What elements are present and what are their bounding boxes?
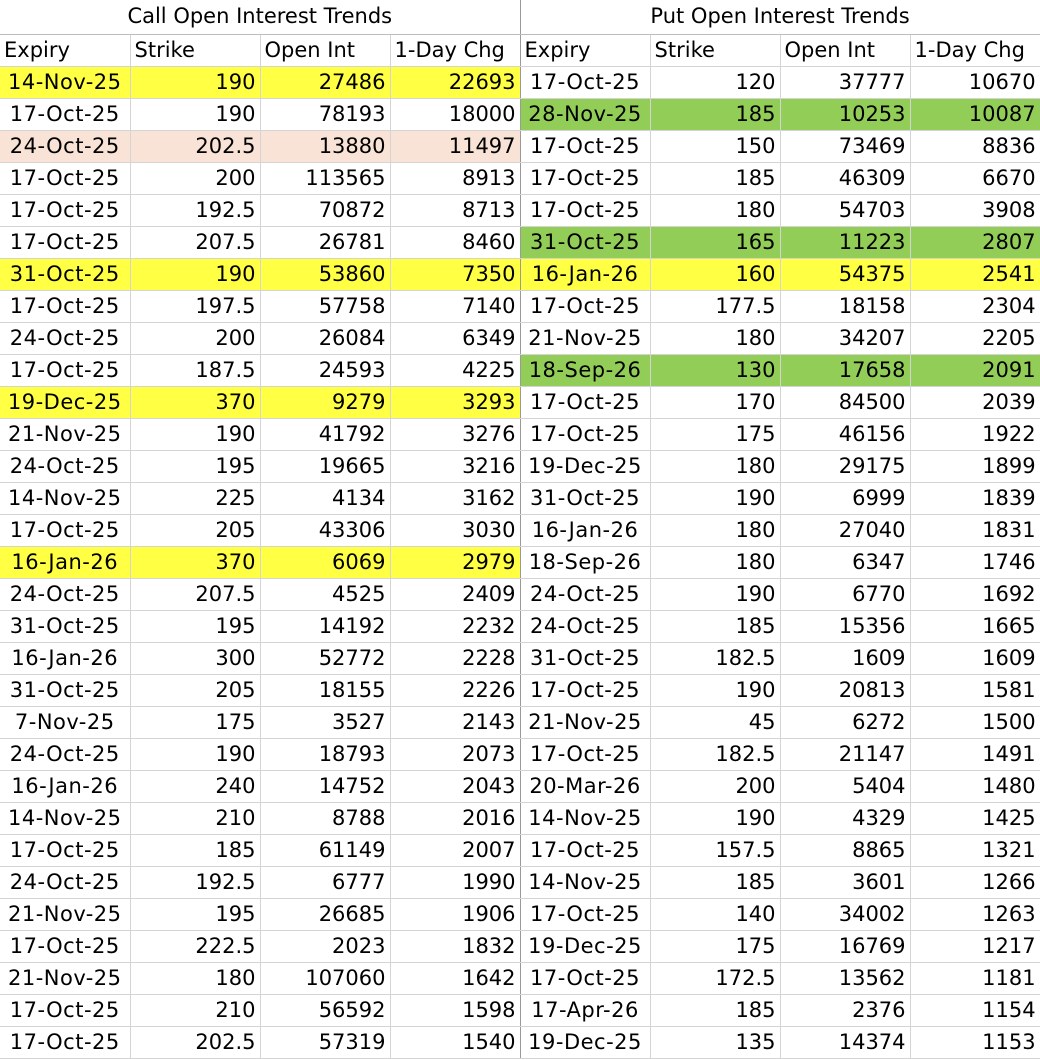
call-expiry-header[interactable]: Expiry — [0, 34, 130, 66]
put-chg-cell[interactable]: 2304 — [910, 290, 1040, 322]
call-chg-cell[interactable]: 7350 — [390, 258, 520, 290]
table-row — [0, 770, 1040, 802]
put-open-int-cell[interactable]: 11223 — [780, 226, 910, 258]
table-row — [0, 738, 1040, 770]
put-expiry-cell[interactable]: 17-Oct-25 — [520, 66, 650, 98]
table-row — [0, 674, 1040, 706]
call-expiry-cell[interactable]: 17-Oct-25 — [0, 514, 130, 546]
table-row — [0, 290, 1040, 322]
put-open-int-cell[interactable]: 1609 — [780, 642, 910, 674]
put-open-int-cell[interactable]: 27040 — [780, 514, 910, 546]
table-row — [0, 866, 1040, 898]
call-open-int-cell[interactable]: 13880 — [260, 130, 390, 162]
put-chg-cell[interactable]: 10087 — [910, 98, 1040, 130]
call-open-int-cell[interactable]: 8788 — [260, 802, 390, 834]
put-open-int-cell[interactable]: 73469 — [780, 130, 910, 162]
call-expiry-cell[interactable]: 7-Nov-25 — [0, 706, 130, 738]
put-strike-cell[interactable]: 180 — [650, 514, 780, 546]
call-open-int-cell[interactable]: 70872 — [260, 194, 390, 226]
put-expiry-header[interactable]: Expiry — [520, 34, 650, 66]
put-open-int-cell[interactable]: 6272 — [780, 706, 910, 738]
table-row — [0, 706, 1040, 738]
call-expiry-cell[interactable]: 19-Dec-25 — [0, 386, 130, 418]
put-open-int-cell[interactable]: 17658 — [780, 354, 910, 386]
table-row — [0, 546, 1040, 578]
put-strike-cell[interactable]: 150 — [650, 130, 780, 162]
put-strike-cell[interactable]: 185 — [650, 98, 780, 130]
put-expiry-cell[interactable]: 16-Jan-26 — [520, 514, 650, 546]
put-expiry-cell[interactable]: 14-Nov-25 — [520, 802, 650, 834]
put-chg-cell[interactable]: 1153 — [910, 1026, 1040, 1058]
put-strike-cell[interactable]: 140 — [650, 898, 780, 930]
put-chg-cell[interactable]: 6670 — [910, 162, 1040, 194]
put-open-int-cell[interactable]: 21147 — [780, 738, 910, 770]
call-chg-cell[interactable]: 2979 — [390, 546, 520, 578]
put-open-int-cell[interactable]: 15356 — [780, 610, 910, 642]
call-expiry-cell[interactable]: 17-Oct-25 — [0, 162, 130, 194]
call-strike-cell[interactable]: 225 — [130, 482, 260, 514]
put-open-int-cell[interactable]: 46156 — [780, 418, 910, 450]
put-open-int-cell[interactable]: 29175 — [780, 450, 910, 482]
call-open-int-cell[interactable]: 78193 — [260, 98, 390, 130]
call-chg-cell[interactable]: 2007 — [390, 834, 520, 866]
put-open-int-cell[interactable]: 34207 — [780, 322, 910, 354]
put-expiry-cell[interactable]: 24-Oct-25 — [520, 578, 650, 610]
call-strike-cell[interactable]: 190 — [130, 258, 260, 290]
call-strike-cell[interactable]: 207.5 — [130, 578, 260, 610]
table-row — [0, 962, 1040, 994]
call-expiry-cell[interactable]: 24-Oct-25 — [0, 578, 130, 610]
put-open-int-cell[interactable]: 84500 — [780, 386, 910, 418]
put-chg-cell[interactable]: 2807 — [910, 226, 1040, 258]
table-row — [0, 66, 1040, 98]
put-chg-cell[interactable]: 1899 — [910, 450, 1040, 482]
put-strike-cell[interactable]: 177.5 — [650, 290, 780, 322]
call-expiry-cell[interactable]: 24-Oct-25 — [0, 738, 130, 770]
call-strike-cell[interactable]: 240 — [130, 770, 260, 802]
put-expiry-cell[interactable]: 28-Nov-25 — [520, 98, 650, 130]
put-chg-cell[interactable]: 1480 — [910, 770, 1040, 802]
put-expiry-cell[interactable]: 31-Oct-25 — [520, 226, 650, 258]
table-row — [0, 994, 1040, 1026]
call-strike-cell[interactable]: 195 — [130, 898, 260, 930]
put-expiry-cell[interactable]: 17-Oct-25 — [520, 162, 650, 194]
put-strike-cell[interactable]: 200 — [650, 770, 780, 802]
call-strike-cell[interactable]: 192.5 — [130, 194, 260, 226]
put-strike-cell[interactable]: 172.5 — [650, 962, 780, 994]
call-strike-cell[interactable]: 195 — [130, 610, 260, 642]
call-expiry-cell[interactable]: 21-Nov-25 — [0, 898, 130, 930]
put-expiry-cell[interactable]: 17-Oct-25 — [520, 418, 650, 450]
call-open-int-cell[interactable]: 27486 — [260, 66, 390, 98]
call-chg-cell[interactable]: 7140 — [390, 290, 520, 322]
put-strike-cell[interactable]: 185 — [650, 866, 780, 898]
put-strike-cell[interactable]: 175 — [650, 930, 780, 962]
call-expiry-cell[interactable]: 17-Oct-25 — [0, 226, 130, 258]
call-expiry-cell[interactable]: 24-Oct-25 — [0, 866, 130, 898]
put-chg-cell[interactable]: 1425 — [910, 802, 1040, 834]
table-row — [0, 226, 1040, 258]
table-row — [0, 98, 1040, 130]
put-chg-cell[interactable]: 1500 — [910, 706, 1040, 738]
call-chg-cell[interactable]: 2409 — [390, 578, 520, 610]
call-expiry-cell[interactable]: 16-Jan-26 — [0, 770, 130, 802]
call-expiry-cell[interactable]: 21-Nov-25 — [0, 418, 130, 450]
table-row — [0, 194, 1040, 226]
call-expiry-cell[interactable]: 31-Oct-25 — [0, 258, 130, 290]
table-row — [0, 258, 1040, 290]
put-chg-cell[interactable]: 1491 — [910, 738, 1040, 770]
call-expiry-cell[interactable]: 24-Oct-25 — [0, 130, 130, 162]
call-chg-cell[interactable]: 1598 — [390, 994, 520, 1026]
put-expiry-cell[interactable]: 19-Dec-25 — [520, 450, 650, 482]
call-open-int-cell[interactable]: 56592 — [260, 994, 390, 1026]
put-strike-cell[interactable]: 160 — [650, 258, 780, 290]
call-strike-cell[interactable]: 195 — [130, 450, 260, 482]
call-chg-cell[interactable]: 18000 — [390, 98, 520, 130]
call-expiry-cell[interactable]: 16-Jan-26 — [0, 642, 130, 674]
put-chg-cell[interactable]: 8836 — [910, 130, 1040, 162]
call-open-int-cell[interactable]: 18793 — [260, 738, 390, 770]
put-strike-cell[interactable]: 182.5 — [650, 738, 780, 770]
put-expiry-cell[interactable]: 17-Oct-25 — [520, 962, 650, 994]
put-expiry-cell[interactable]: 14-Nov-25 — [520, 866, 650, 898]
call-expiry-cell[interactable]: 17-Oct-25 — [0, 834, 130, 866]
call-chg-cell[interactable]: 3293 — [390, 386, 520, 418]
call-open-int-cell[interactable]: 26685 — [260, 898, 390, 930]
put-strike-cell[interactable]: 120 — [650, 66, 780, 98]
column-header-row — [0, 34, 1040, 66]
put-open-int-cell[interactable]: 37777 — [780, 66, 910, 98]
call-chg-cell[interactable]: 2043 — [390, 770, 520, 802]
call-chg-cell[interactable]: 3276 — [390, 418, 520, 450]
table-row — [0, 834, 1040, 866]
call-chg-cell[interactable]: 1906 — [390, 898, 520, 930]
table-row — [0, 354, 1040, 386]
call-open-int-cell[interactable]: 6777 — [260, 866, 390, 898]
call-chg-header[interactable]: 1-Day Chg — [390, 34, 520, 66]
call-chg-cell[interactable]: 2232 — [390, 610, 520, 642]
table-row — [0, 130, 1040, 162]
call-chg-cell[interactable]: 6349 — [390, 322, 520, 354]
call-open-int-cell[interactable]: 26084 — [260, 322, 390, 354]
call-chg-cell[interactable]: 2073 — [390, 738, 520, 770]
put-strike-cell[interactable]: 170 — [650, 386, 780, 418]
put-expiry-cell[interactable]: 17-Oct-25 — [520, 290, 650, 322]
call-open-int-cell[interactable]: 6069 — [260, 546, 390, 578]
put-chg-cell[interactable]: 1266 — [910, 866, 1040, 898]
put-open-int-header[interactable]: Open Int — [780, 34, 910, 66]
put-open-int-cell[interactable]: 34002 — [780, 898, 910, 930]
table-row — [0, 578, 1040, 610]
put-strike-cell[interactable]: 135 — [650, 1026, 780, 1058]
call-strike-cell[interactable]: 210 — [130, 802, 260, 834]
put-expiry-cell[interactable]: 24-Oct-25 — [520, 610, 650, 642]
put-chg-cell[interactable]: 1263 — [910, 898, 1040, 930]
call-strike-cell[interactable]: 190 — [130, 418, 260, 450]
put-expiry-cell[interactable]: 16-Jan-26 — [520, 258, 650, 290]
call-strike-cell[interactable]: 207.5 — [130, 226, 260, 258]
call-expiry-cell[interactable]: 17-Oct-25 — [0, 354, 130, 386]
call-strike-cell[interactable]: 192.5 — [130, 866, 260, 898]
call-open-int-header[interactable]: Open Int — [260, 34, 390, 66]
put-chg-cell[interactable]: 1831 — [910, 514, 1040, 546]
put-expiry-cell[interactable]: 31-Oct-25 — [520, 482, 650, 514]
put-open-int-cell[interactable]: 18158 — [780, 290, 910, 322]
put-open-int-cell[interactable]: 6347 — [780, 546, 910, 578]
put-chg-cell[interactable]: 1922 — [910, 418, 1040, 450]
put-expiry-cell[interactable]: 20-Mar-26 — [520, 770, 650, 802]
table-row — [0, 930, 1040, 962]
table-row — [0, 514, 1040, 546]
put-expiry-cell[interactable]: 17-Oct-25 — [520, 898, 650, 930]
put-chg-cell[interactable]: 1746 — [910, 546, 1040, 578]
call-strike-cell[interactable]: 300 — [130, 642, 260, 674]
put-chg-cell[interactable]: 1609 — [910, 642, 1040, 674]
put-open-int-cell[interactable]: 54703 — [780, 194, 910, 226]
table-row — [0, 450, 1040, 482]
call-chg-cell[interactable]: 2226 — [390, 674, 520, 706]
put-open-int-cell[interactable]: 4329 — [780, 802, 910, 834]
put-chg-cell[interactable]: 1181 — [910, 962, 1040, 994]
call-chg-cell[interactable]: 8460 — [390, 226, 520, 258]
call-expiry-cell[interactable]: 24-Oct-25 — [0, 322, 130, 354]
call-strike-cell[interactable]: 202.5 — [130, 130, 260, 162]
call-open-int-cell[interactable]: 107060 — [260, 962, 390, 994]
call-strike-cell[interactable]: 197.5 — [130, 290, 260, 322]
put-chg-cell[interactable]: 1665 — [910, 610, 1040, 642]
call-expiry-cell[interactable]: 31-Oct-25 — [0, 610, 130, 642]
put-chg-cell[interactable]: 3908 — [910, 194, 1040, 226]
put-chg-cell[interactable]: 2205 — [910, 322, 1040, 354]
table-row — [0, 898, 1040, 930]
call-open-int-cell[interactable]: 57319 — [260, 1026, 390, 1058]
put-strike-cell[interactable]: 190 — [650, 578, 780, 610]
table-row — [0, 642, 1040, 674]
call-open-int-cell[interactable]: 14192 — [260, 610, 390, 642]
put-strike-cell[interactable]: 157.5 — [650, 834, 780, 866]
table-row — [0, 482, 1040, 514]
put-strike-cell[interactable]: 185 — [650, 994, 780, 1026]
put-open-int-cell[interactable]: 8865 — [780, 834, 910, 866]
put-chg-cell[interactable]: 10670 — [910, 66, 1040, 98]
call-strike-header[interactable]: Strike — [130, 34, 260, 66]
call-open-int-cell[interactable]: 26781 — [260, 226, 390, 258]
call-strike-cell[interactable]: 185 — [130, 834, 260, 866]
call-expiry-cell[interactable]: 17-Oct-25 — [0, 290, 130, 322]
call-open-int-cell[interactable]: 24593 — [260, 354, 390, 386]
put-strike-header[interactable]: Strike — [650, 34, 780, 66]
table-body — [0, 66, 1040, 1058]
call-strike-cell[interactable]: 180 — [130, 962, 260, 994]
call-section-title[interactable]: Call Open Interest Trends — [0, 0, 520, 34]
put-open-int-cell[interactable]: 16769 — [780, 930, 910, 962]
put-strike-cell[interactable]: 180 — [650, 322, 780, 354]
call-chg-cell[interactable]: 8913 — [390, 162, 520, 194]
put-expiry-cell[interactable]: 17-Apr-26 — [520, 994, 650, 1026]
call-strike-cell[interactable]: 370 — [130, 386, 260, 418]
call-chg-cell[interactable]: 3162 — [390, 482, 520, 514]
put-expiry-cell[interactable]: 19-Dec-25 — [520, 930, 650, 962]
table-row — [0, 418, 1040, 450]
put-strike-cell[interactable]: 45 — [650, 706, 780, 738]
call-open-int-cell[interactable]: 14752 — [260, 770, 390, 802]
put-chg-cell[interactable]: 1321 — [910, 834, 1040, 866]
put-chg-cell[interactable]: 2091 — [910, 354, 1040, 386]
put-strike-cell[interactable]: 190 — [650, 674, 780, 706]
put-open-int-cell[interactable]: 6770 — [780, 578, 910, 610]
call-chg-cell[interactable]: 1540 — [390, 1026, 520, 1058]
call-chg-cell[interactable]: 3030 — [390, 514, 520, 546]
call-open-int-cell[interactable]: 52772 — [260, 642, 390, 674]
call-open-int-cell[interactable]: 41792 — [260, 418, 390, 450]
put-section-title[interactable]: Put Open Interest Trends — [520, 0, 1040, 34]
put-open-int-cell[interactable]: 20813 — [780, 674, 910, 706]
put-expiry-cell[interactable]: 17-Oct-25 — [520, 194, 650, 226]
call-strike-cell[interactable]: 187.5 — [130, 354, 260, 386]
put-chg-cell[interactable]: 1217 — [910, 930, 1040, 962]
call-open-int-cell[interactable]: 61149 — [260, 834, 390, 866]
table-row — [0, 610, 1040, 642]
put-open-int-cell[interactable]: 5404 — [780, 770, 910, 802]
put-open-int-cell[interactable]: 54375 — [780, 258, 910, 290]
call-strike-cell[interactable]: 205 — [130, 514, 260, 546]
put-chg-cell[interactable]: 1154 — [910, 994, 1040, 1026]
call-chg-cell[interactable]: 8713 — [390, 194, 520, 226]
put-strike-cell[interactable]: 130 — [650, 354, 780, 386]
put-strike-cell[interactable]: 180 — [650, 450, 780, 482]
put-chg-cell[interactable]: 2541 — [910, 258, 1040, 290]
put-strike-cell[interactable]: 180 — [650, 546, 780, 578]
put-chg-cell[interactable]: 2039 — [910, 386, 1040, 418]
put-strike-cell[interactable]: 180 — [650, 194, 780, 226]
put-open-int-cell[interactable]: 46309 — [780, 162, 910, 194]
put-expiry-cell[interactable]: 18-Sep-26 — [520, 546, 650, 578]
table-row — [0, 1026, 1040, 1058]
put-open-int-cell[interactable]: 13562 — [780, 962, 910, 994]
table-row — [0, 802, 1040, 834]
put-expiry-cell[interactable]: 17-Oct-25 — [520, 834, 650, 866]
put-strike-cell[interactable]: 182.5 — [650, 642, 780, 674]
put-chg-header[interactable]: 1-Day Chg — [910, 34, 1040, 66]
call-strike-cell[interactable]: 222.5 — [130, 930, 260, 962]
call-chg-cell[interactable]: 2228 — [390, 642, 520, 674]
call-expiry-cell[interactable]: 14-Nov-25 — [0, 66, 130, 98]
call-open-int-cell[interactable]: 19665 — [260, 450, 390, 482]
call-chg-cell[interactable]: 1642 — [390, 962, 520, 994]
call-strike-cell[interactable]: 202.5 — [130, 1026, 260, 1058]
call-open-int-cell[interactable]: 3527 — [260, 706, 390, 738]
call-expiry-cell[interactable]: 21-Nov-25 — [0, 962, 130, 994]
call-expiry-cell[interactable]: 14-Nov-25 — [0, 802, 130, 834]
call-strike-cell[interactable]: 200 — [130, 322, 260, 354]
put-strike-cell[interactable]: 190 — [650, 802, 780, 834]
call-strike-cell[interactable]: 205 — [130, 674, 260, 706]
put-strike-cell[interactable]: 185 — [650, 162, 780, 194]
section-title-row — [0, 0, 1040, 34]
put-chg-cell[interactable]: 1581 — [910, 674, 1040, 706]
put-expiry-cell[interactable]: 19-Dec-25 — [520, 1026, 650, 1058]
put-open-int-cell[interactable]: 6999 — [780, 482, 910, 514]
put-strike-cell[interactable]: 165 — [650, 226, 780, 258]
call-chg-cell[interactable]: 11497 — [390, 130, 520, 162]
call-strike-cell[interactable]: 210 — [130, 994, 260, 1026]
call-expiry-cell[interactable]: 17-Oct-25 — [0, 98, 130, 130]
put-expiry-cell[interactable]: 17-Oct-25 — [520, 386, 650, 418]
call-chg-cell[interactable]: 2143 — [390, 706, 520, 738]
call-chg-cell[interactable]: 1990 — [390, 866, 520, 898]
call-strike-cell[interactable]: 200 — [130, 162, 260, 194]
put-open-int-cell[interactable]: 14374 — [780, 1026, 910, 1058]
put-chg-cell[interactable]: 1839 — [910, 482, 1040, 514]
put-strike-cell[interactable]: 175 — [650, 418, 780, 450]
call-strike-cell[interactable]: 175 — [130, 706, 260, 738]
call-open-int-cell[interactable]: 9279 — [260, 386, 390, 418]
call-expiry-cell[interactable]: 24-Oct-25 — [0, 450, 130, 482]
call-expiry-cell[interactable]: 17-Oct-25 — [0, 1026, 130, 1058]
call-expiry-cell[interactable]: 31-Oct-25 — [0, 674, 130, 706]
call-strike-cell[interactable]: 190 — [130, 738, 260, 770]
put-chg-cell[interactable]: 1692 — [910, 578, 1040, 610]
call-open-int-cell[interactable]: 18155 — [260, 674, 390, 706]
put-strike-cell[interactable]: 190 — [650, 482, 780, 514]
call-open-int-cell[interactable]: 53860 — [260, 258, 390, 290]
put-expiry-cell[interactable]: 21-Nov-25 — [520, 706, 650, 738]
call-chg-cell[interactable]: 22693 — [390, 66, 520, 98]
call-expiry-cell[interactable]: 17-Oct-25 — [0, 994, 130, 1026]
call-chg-cell[interactable]: 2016 — [390, 802, 520, 834]
call-expiry-cell[interactable]: 17-Oct-25 — [0, 930, 130, 962]
call-open-int-cell[interactable]: 57758 — [260, 290, 390, 322]
call-chg-cell[interactable]: 3216 — [390, 450, 520, 482]
call-expiry-cell[interactable]: 14-Nov-25 — [0, 482, 130, 514]
table-row — [0, 162, 1040, 194]
call-chg-cell[interactable]: 4225 — [390, 354, 520, 386]
call-open-int-cell[interactable]: 2023 — [260, 930, 390, 962]
put-expiry-cell[interactable]: 17-Oct-25 — [520, 738, 650, 770]
call-open-int-cell[interactable]: 113565 — [260, 162, 390, 194]
call-open-int-cell[interactable]: 4525 — [260, 578, 390, 610]
put-expiry-cell[interactable]: 18-Sep-26 — [520, 354, 650, 386]
put-open-int-cell[interactable]: 2376 — [780, 994, 910, 1026]
put-expiry-cell[interactable]: 31-Oct-25 — [520, 642, 650, 674]
call-chg-cell[interactable]: 1832 — [390, 930, 520, 962]
call-strike-cell[interactable]: 190 — [130, 98, 260, 130]
call-expiry-cell[interactable]: 17-Oct-25 — [0, 194, 130, 226]
call-open-int-cell[interactable]: 43306 — [260, 514, 390, 546]
put-open-int-cell[interactable]: 10253 — [780, 98, 910, 130]
put-open-int-cell[interactable]: 3601 — [780, 866, 910, 898]
put-expiry-cell[interactable]: 17-Oct-25 — [520, 130, 650, 162]
call-strike-cell[interactable]: 370 — [130, 546, 260, 578]
table-row — [0, 322, 1040, 354]
put-expiry-cell[interactable]: 17-Oct-25 — [520, 674, 650, 706]
call-strike-cell[interactable]: 190 — [130, 66, 260, 98]
call-open-int-cell[interactable]: 4134 — [260, 482, 390, 514]
call-expiry-cell[interactable]: 16-Jan-26 — [0, 546, 130, 578]
put-expiry-cell[interactable]: 21-Nov-25 — [520, 322, 650, 354]
put-strike-cell[interactable]: 185 — [650, 610, 780, 642]
table-row — [0, 386, 1040, 418]
